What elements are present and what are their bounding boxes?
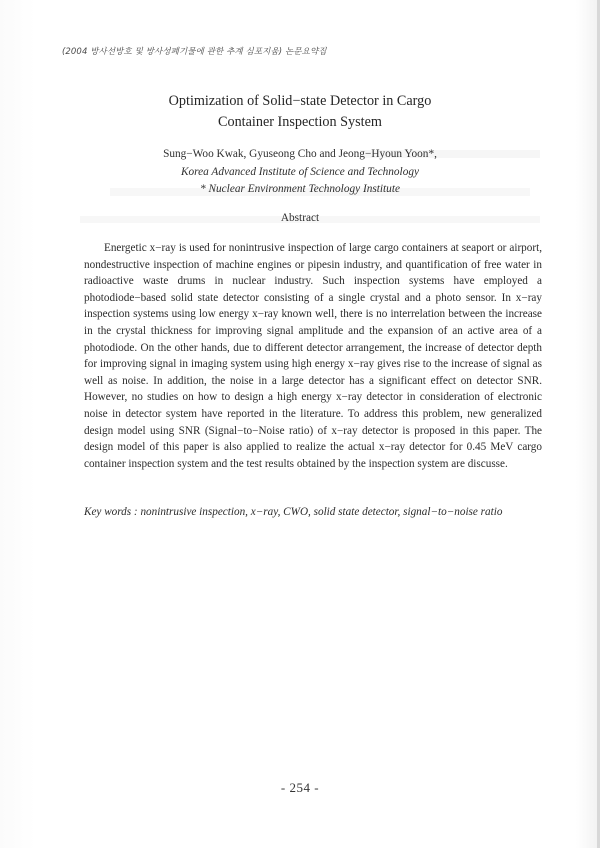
keywords: Key words : nonintrusive inspection, x−ray, CWO, solid state detector, signal−to−noise ratio xyxy=(84,506,503,518)
affiliation-primary: Korea Advanced Institute of Science and Technology xyxy=(180,165,420,178)
running-head: (2004 방사선방호 및 방사성폐기물에 관한 추계 심포지움) 논문요약집 xyxy=(62,47,327,57)
author-names: Sung−Woo Kwak, Gyuseong Cho and Jeong−Hyoun Yoon*, xyxy=(163,148,437,160)
title-line-1: Optimization of Solid−state Detector in Cargo xyxy=(168,93,432,109)
paper-title xyxy=(0,91,600,133)
abstract-body: Energetic x−ray is used for nonintrusive inspection of large cargo containers at seaport or airport, nondestructive inspection of machine engines or pipesin industry, and quantification of free water in radioactive waste drums in nuclear industry. Such inspection systems have employed a photodiode−based solid state detector consisting of a single crystal and a photo sensor. In x−ray inspection systems using low energy x−ray known well, there is no interrelation between the increase in the crystal thickness for improving signal amplitude and the expansion of an active area of a photodiode. On the other hands, due to different detector arrangement, the increase of detector depth for improving signal in imaging system using high energy x−ray gives rise to the increase of signal as well as noise. In addition, the noise in a large detector has a significant effect on detector SNR. However, no studies on how to design a high energy x−ray detector in consideration of electronic noise in detector system have reported in the literature. To address this problem, new generalized design model using SNR (Signal−to−Noise ratio) of x−ray detector is proposed in this paper. The design model of this paper is also applied to realize the actual x−ray detector for 0.45 MeV cargo container inspection system and the test results obtained by the inspection system are discusse. xyxy=(84,242,542,470)
author-block xyxy=(0,146,600,199)
page-number: - 254 - xyxy=(280,780,320,795)
title-line-2: Container Inspection System xyxy=(218,114,382,130)
abstract-heading: Abstract xyxy=(280,212,320,224)
affiliation-secondary: * Nuclear Environment Technology Institute xyxy=(200,183,400,195)
